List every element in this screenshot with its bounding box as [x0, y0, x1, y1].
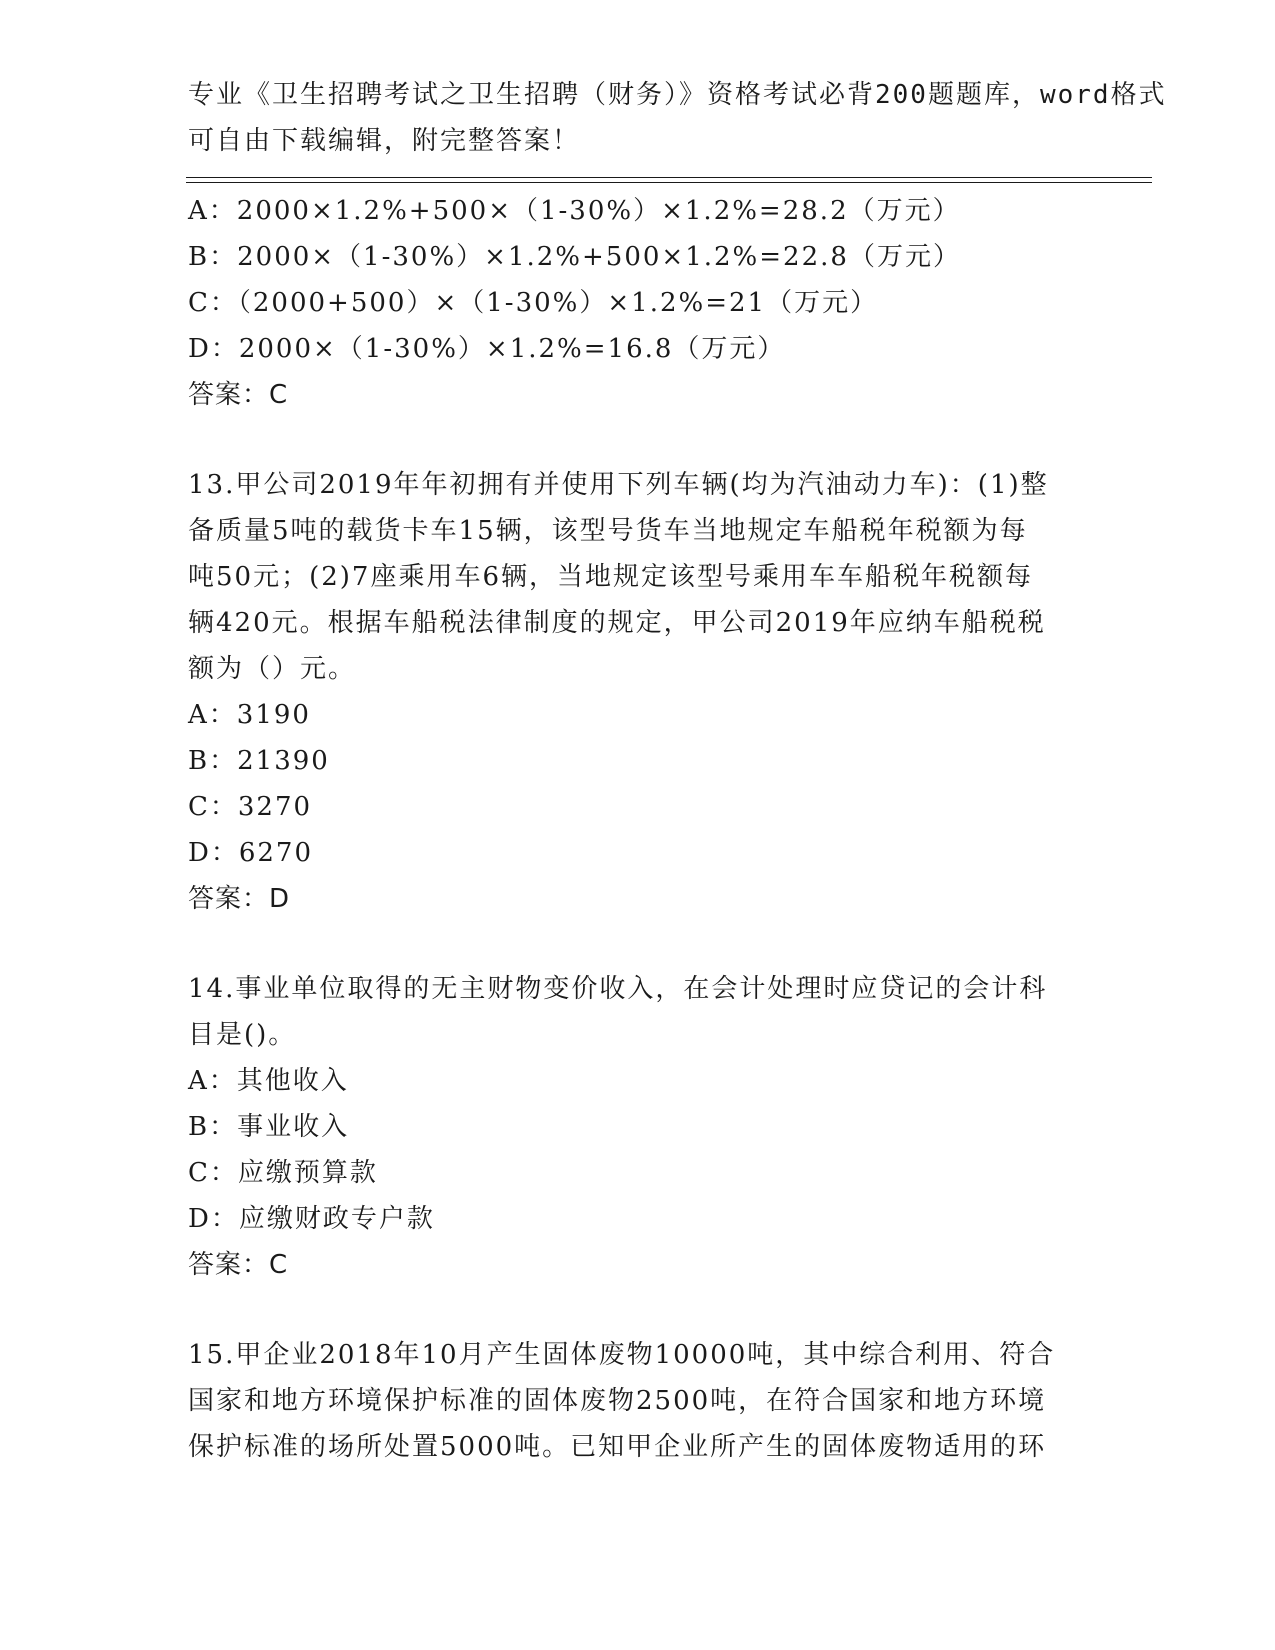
answer: 答案：D	[188, 884, 291, 914]
question-stem-line: 15.甲企业2018年10月产生固体废物10000吨，其中综合利用、符合	[188, 1340, 1056, 1370]
question-stem-line: 吨50元；(2)7座乘用车6辆，当地规定该型号乘用车车船税年税额每	[188, 562, 1033, 592]
option-b: B：21390	[188, 746, 330, 776]
document-header	[188, 72, 1167, 164]
question-15	[188, 1332, 1088, 1470]
option-b: B：2000×（1-30%）×1.2%+500×1.2%=22.8（万元）	[188, 242, 961, 272]
question-stem-line: 额为（）元。	[188, 654, 357, 684]
question-stem-line: 13.甲公司2019年年初拥有并使用下列车辆(均为汽油动力车)：(1)整	[188, 470, 1049, 500]
option-a: A：2000×1.2%+500×（1-30%）×1.2%=28.2（万元）	[188, 196, 961, 226]
document-body	[188, 188, 1088, 1470]
header-line: 可自由下载编辑，附完整答案！	[188, 126, 581, 156]
question-stem-line: 14.事业单位取得的无主财物变价收入，在会计处理时应贷记的会计科	[188, 974, 1048, 1004]
answer: 答案：C	[188, 1250, 289, 1280]
question-12-tail	[188, 188, 1088, 418]
option-b: B：事业收入	[188, 1112, 350, 1142]
question-stem-line: 辆420元。根据车船税法律制度的规定，甲公司2019年应纳车船税税	[188, 608, 1046, 638]
question-stem-line: 保护标准的场所处置5000吨。已知甲企业所产生的固体废物适用的环	[188, 1432, 1047, 1462]
option-d: D：2000×（1-30%）×1.2%=16.8（万元）	[188, 334, 786, 364]
question-14	[188, 966, 1088, 1288]
option-d: D：应缴财政专户款	[188, 1204, 435, 1234]
option-c: C：应缴预算款	[188, 1158, 378, 1188]
option-d: D：6270	[188, 838, 314, 868]
header-divider-top	[186, 177, 1152, 178]
option-a: A：3190	[188, 700, 311, 730]
header-line: 专业《卫生招聘考试之卫生招聘（财务）》资格考试必背200题题库，word格式	[188, 80, 1167, 110]
option-c: C：3270	[188, 792, 313, 822]
question-13	[188, 462, 1088, 922]
answer: 答案：C	[188, 380, 289, 410]
option-a: A：其他收入	[188, 1066, 349, 1096]
question-stem-line: 目是()。	[188, 1020, 297, 1050]
option-c: C：（2000+500）×（1-30%）×1.2%=21（万元）	[188, 288, 879, 318]
question-stem-line: 备质量5吨的载货卡车15辆，该型号货车当地规定车船税年税额为每	[188, 516, 1028, 546]
header-divider-bottom	[186, 182, 1152, 183]
question-stem-line: 国家和地方环境保护标准的固体废物2500吨，在符合国家和地方环境	[188, 1386, 1047, 1416]
